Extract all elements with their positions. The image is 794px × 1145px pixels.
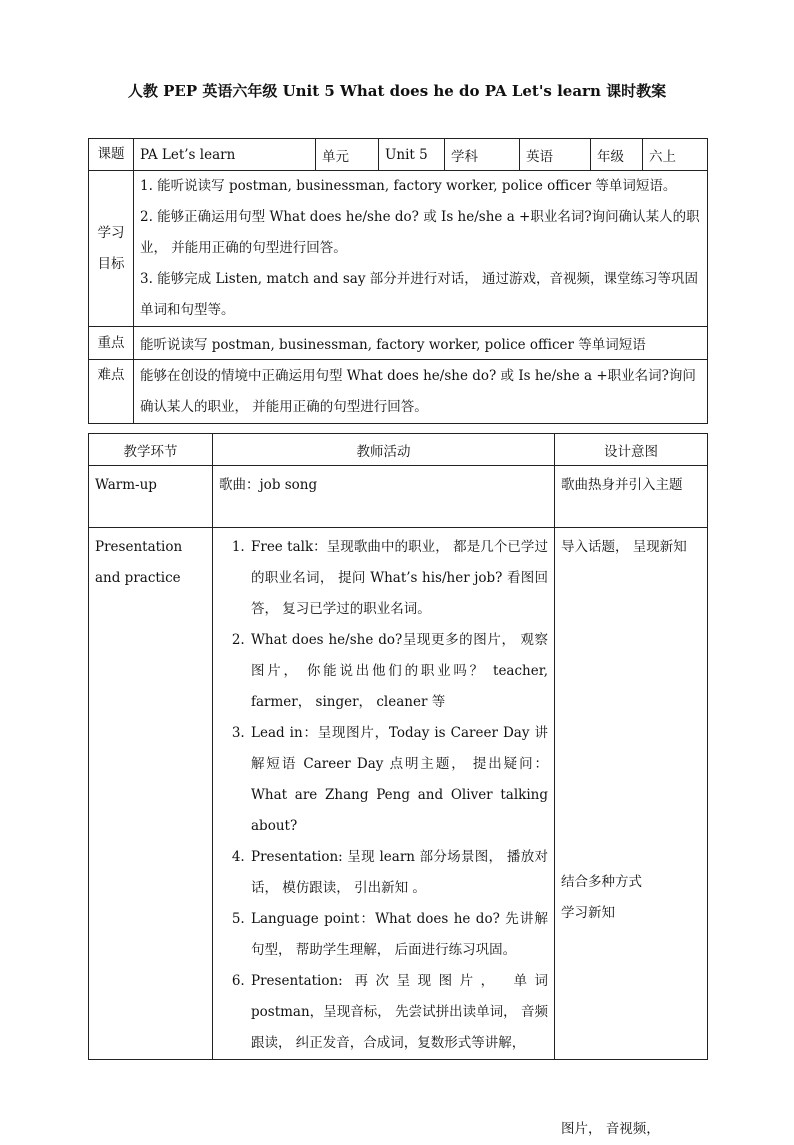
- unit-value: Unit 5: [379, 139, 445, 171]
- activity-item: 5. Language point：What does he do? 先讲解句型， 帮助学生理解， 后面进行练习巩固。: [249, 904, 548, 966]
- goals-label-line-1: 学习: [97, 224, 125, 241]
- subject-label: 学科: [445, 139, 520, 171]
- unit-label: 单元: [316, 139, 379, 171]
- key-label: 重点: [89, 327, 134, 360]
- intent-2b: 学习新知: [561, 905, 615, 921]
- teaching-plan-table: [88, 433, 708, 1137]
- topic-value: PA Let’s learn: [134, 139, 316, 171]
- activity-item: 4. Presentation: 呈现 learn 部分场景图， 播放对话， 模仿跟读， 引出新知 。: [249, 842, 548, 904]
- intent-1: 导入话题， 呈现新知: [561, 539, 687, 555]
- presentation-intent: [555, 528, 708, 1137]
- presentation-stage: Presentation and practice: [89, 528, 213, 1060]
- page-title: 人教 PEP 英语六年级 Unit 5 What does he do PA Let's learn 课时教案: [127, 82, 667, 100]
- warmup-stage: Warm-up: [89, 466, 213, 528]
- header-activity: 教师活动: [213, 434, 555, 466]
- warmup-intent: 歌曲热身并引入主题: [555, 466, 708, 528]
- key-value: 能听说读写 postman, businessman, factory worker, police officer 等单词短语: [134, 327, 708, 360]
- goal-item-1: 1. 能听说读写 postman, businessman, factory worker, police officer 等单词短语。: [140, 178, 677, 194]
- activity-item: 3. Lead in：呈现图片，Today is Career Day 讲解短语 Career Day 点明主题， 提出疑问：What are Zhang Peng and Oliver talking about?: [249, 718, 548, 842]
- activity-item: 6. Presentation: 再次呈现图片， 单词 postman，呈现音标， 先尝试拼出读单词， 音频跟读， 纠正发音，合成词，复数形式等讲解，: [249, 966, 548, 1059]
- goals-cell: [134, 171, 708, 327]
- goal-item-3: 3. 能够完成 Listen, match and say 部分并进行对话， 通过游戏，音视频，课堂练习等巩固单词和句型等。: [140, 271, 699, 318]
- intent-2a: 结合多种方式: [561, 874, 642, 890]
- goals-label-line-2: 目标: [97, 255, 125, 272]
- activity-item: 2. What does he/she do?呈现更多的图片， 观察图片， 你能说出他们的职业吗？ teacher, farmer， singer， cleaner 等: [249, 625, 548, 718]
- lesson-info-table: [88, 138, 708, 424]
- goals-label: [89, 171, 134, 327]
- difficulty-value: 能够在创设的情境中正确运用句型 What does he/she do? 或 Is he/she a +职业名词?询问确认某人的职业， 并能用正确的句型进行回答。: [134, 360, 708, 424]
- warmup-activity: 歌曲：job song: [213, 466, 555, 528]
- presentation-activities: [213, 528, 555, 1060]
- grade-label: 年级: [591, 139, 643, 171]
- difficulty-label: 难点: [89, 360, 134, 424]
- subject-value: 英语: [520, 139, 591, 171]
- grade-value: 六上: [643, 139, 708, 171]
- topic-label: 课题: [89, 139, 134, 171]
- intent-2: [561, 867, 642, 929]
- activity-list: [219, 532, 548, 1059]
- intent-3: 图片， 音视频，: [561, 1121, 660, 1137]
- header-intent: 设计意图: [555, 434, 708, 466]
- goal-item-2: 2. 能够正确运用句型 What does he/she do? 或 Is he/she a +职业名词?询问确认某人的职业， 并能用正确的句型进行回答。: [140, 209, 700, 256]
- activity-item: 1. Free talk：呈现歌曲中的职业， 都是几个已学过的职业名词， 提问 What’s his/her job? 看图回答， 复习已学过的职业名词。: [249, 532, 548, 625]
- header-stage: 教学环节: [89, 434, 213, 466]
